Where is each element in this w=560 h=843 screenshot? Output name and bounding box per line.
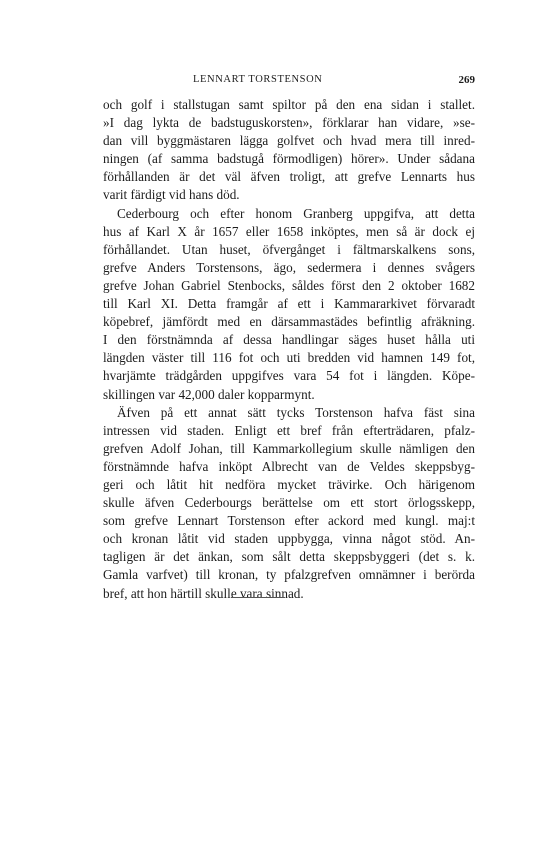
- page-number: 269: [458, 74, 475, 86]
- text-line: som grefve Lennart Torstenson efter ackord med kungl. maj:t: [103, 513, 475, 529]
- text-line: och kronan låtit vid staden uppbygga, vinna något stöd. An-: [103, 531, 475, 547]
- text-line: Gamla varfvet) till kronan, ty pfalzgrefven omnämner i berörda: [103, 567, 475, 583]
- body-text: [103, 96, 475, 603]
- text-line: grefve Johan Gabriel Stenbocks, såldes först den 2 oktober 1682: [103, 277, 475, 293]
- text-line: »I dag lykta de badstuguskorsten», förklarar han vidare, »se-: [103, 115, 475, 131]
- paragraph: [103, 205, 475, 404]
- text-line: grefven Adolf Johan, till Kammarkollegium skulle nämligen den: [103, 440, 475, 456]
- text-line: Cederbourg och efter honom Granberg uppgifva, att detta: [117, 205, 475, 221]
- text-line: skillingen var 42,000 daler kopparmynt.: [103, 386, 315, 402]
- text-line: och golf i stallstugan samt spiltor på den ena sidan i stallet.: [103, 97, 475, 112]
- text-line: dan vill byggmästaren lägga golfvet och hvad mera till inred-: [103, 133, 475, 149]
- text-line: till Karl XI. Detta framgår af ett i Kammararkivet förvaradt: [103, 296, 475, 312]
- running-title: LENNART TORSTENSON: [193, 74, 323, 85]
- text-line: hvarjämte trädgården uppgifves vara 54 fot i längden. Köpe-: [103, 368, 475, 384]
- text-line: hus af Karl X år 1657 eller 1658 inköptes, men så är dock ej: [103, 223, 475, 239]
- paragraph: [103, 404, 475, 603]
- text-line: grefve Anders Torstensons, ägo, sedermera i dennes svågers: [103, 259, 475, 275]
- text-line: köpebref, jämfördt med en därsammastädes befintlig afräkning.: [103, 314, 475, 330]
- text-line: intressen vid staden. Enligt ett bref från efterträdaren, pfalz-: [103, 422, 475, 438]
- text-line: förhållanden är det väl äfven troligt, att grefve Lennarts hus: [103, 169, 475, 185]
- text-line: I den förstnämnda af dessa handlingar säges huset hålla uti: [103, 332, 475, 348]
- text-line: geri och låtit hit nedföra mycket trävirke. Och härigenom: [103, 476, 475, 492]
- text-line: Äfven på ett annat sätt tycks Torstenson hafva fäst sina: [117, 404, 475, 420]
- text-line: ningen (af samma badstugå förmodligen) hörer». Under sådana: [103, 151, 475, 167]
- page-header: [103, 74, 475, 90]
- text-line: tagligen är det änkan, som sålt detta skeppsbyggeri (det s. k.: [103, 549, 475, 565]
- text-line: skulle äfven Cederbourgs berättelse om ett stort örlogsskepp,: [103, 495, 475, 511]
- paragraph: [103, 96, 475, 205]
- text-line: förstnämnde hafva inköpt Albrecht van de Veldes skeppsbyg-: [103, 458, 475, 474]
- text-line: varit färdigt vid hans död.: [103, 187, 240, 203]
- text-line: längden väster till 116 fot och uti bredden vid hamnen 149 fot,: [103, 350, 475, 366]
- section-end-rule: [231, 597, 285, 598]
- text-line: förhållandet. Utan huset, öfvergånget i fältmarskalkens sons,: [103, 241, 475, 257]
- text-line: bref, att hon härtill skulle vara sinnad.: [103, 585, 304, 601]
